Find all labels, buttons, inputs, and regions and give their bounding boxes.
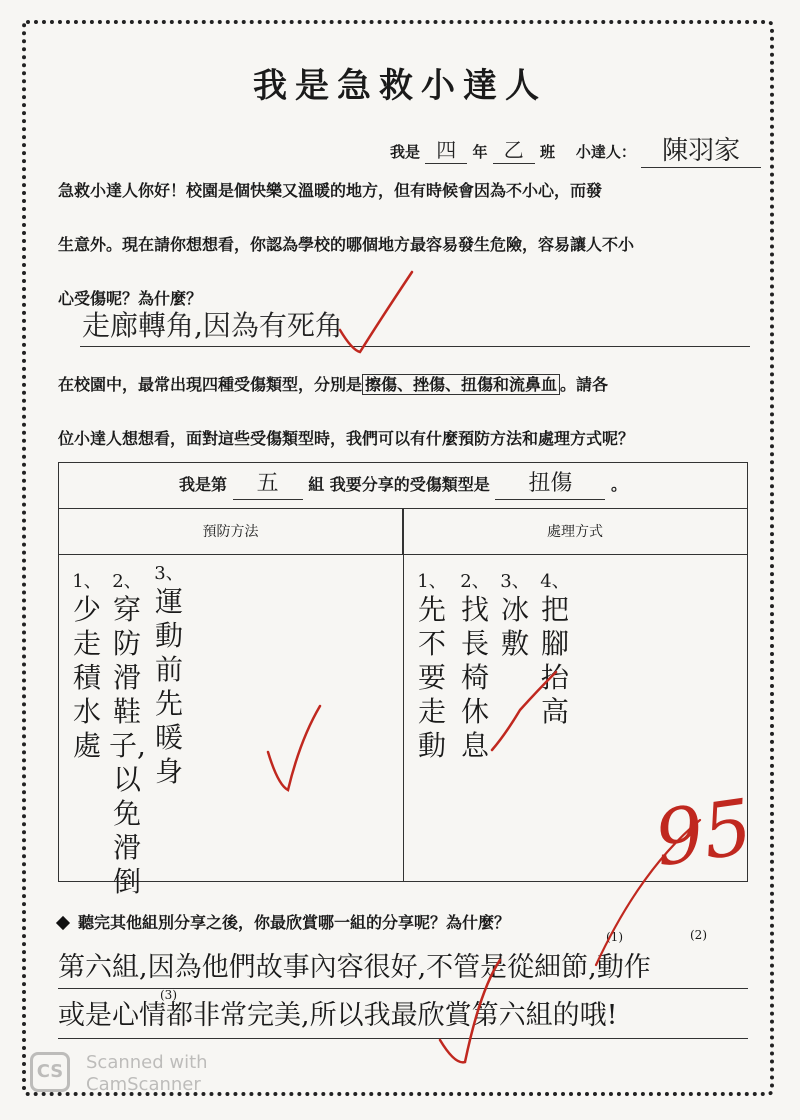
prevention-text: 運動前先暖身	[154, 585, 183, 788]
prevention-num: 2、	[112, 571, 142, 592]
check-mark-icon	[440, 960, 500, 1062]
scanner-watermark	[30, 1052, 270, 1104]
worksheet-title: 我是急救小達人	[253, 66, 547, 106]
intro-line-2: 生意外。現在請你想想看，你認為學校的哪個地方最容易發生危險，容易讓人不小	[58, 235, 635, 254]
injury-type-field: 扭傷	[495, 469, 605, 500]
annotation-mark: (3)	[160, 988, 177, 1002]
annotation-mark: (1)	[606, 930, 623, 944]
group-number: 五	[233, 469, 303, 500]
prevention-text: 少走積水處	[72, 593, 101, 762]
group-label-a: 我是第	[179, 475, 228, 494]
injury-line-1-b: 。請各	[560, 375, 609, 394]
check-mark-icon	[340, 272, 412, 352]
check-mark-icon	[268, 706, 320, 790]
watermark-line-2: CamScanner	[86, 1074, 201, 1095]
treatment-text: 冰敷	[500, 593, 529, 660]
label-me: 我是	[390, 143, 421, 161]
share-answer-line-1: 第六組,因為他們故事內容很好,不管是從細節,動作	[58, 944, 748, 989]
camscanner-logo-icon: CS	[30, 1052, 70, 1092]
treatment-num: 1、	[417, 571, 447, 592]
treatment-text: 把腳抬高	[540, 593, 569, 728]
col-prevention-header: 預防方法	[59, 509, 403, 555]
col-treatment-header: 處理方式	[403, 509, 747, 555]
class-field: 乙	[493, 134, 535, 164]
watermark-line-1: Scanned with	[86, 1052, 208, 1073]
prevention-num: 3、	[154, 563, 184, 584]
injury-types-box: 擦傷、挫傷、扭傷和流鼻血	[362, 374, 560, 395]
injury-line-1-a: 在校園中，最常出現四種受傷類型，分別是	[58, 375, 363, 394]
label-class: 班	[539, 143, 555, 161]
location-answer-text: 走廊轉角,因為有死角	[82, 309, 343, 342]
label-expert: 小達人：	[575, 143, 636, 161]
treatment-text: 找長椅休息	[460, 593, 489, 762]
injury-line-2: 位小達人想想看，面對這些受傷類型時，我們可以有什麼預防方法和處理方式呢？	[58, 429, 635, 448]
share-answer-line-2: 或是心情都非常完美,所以我最欣賞第六組的哦!	[58, 990, 748, 1039]
share-question-text: 聽完其他組別分享之後，你最欣賞哪一組的分享呢？為什麼？	[78, 913, 511, 932]
annotation-mark: (2)	[690, 928, 707, 942]
treatment-num: 3、	[500, 571, 530, 592]
prevention-text: 穿防滑鞋子,以免滑倒	[109, 593, 146, 898]
grade-field: 四	[425, 134, 467, 164]
intro-line-3: 心受傷呢？為什麼？	[58, 289, 203, 308]
treatment-num: 4、	[540, 571, 570, 592]
label-grade: 年	[472, 143, 488, 161]
group-label-b: 組 我要分享的受傷類型是	[308, 475, 490, 494]
treatment-text: 先不要走動	[417, 593, 446, 762]
score-mark: 95	[649, 781, 758, 884]
check-mark-icon	[492, 672, 556, 750]
group-label-c: 。	[610, 475, 627, 494]
treatment-num: 2、	[460, 571, 490, 592]
student-name: 陳羽家	[641, 130, 761, 168]
prevention-num: 1、	[72, 571, 102, 592]
intro-line-1: 急救小達人你好！校園是個快樂又溫暖的地方，但有時候會因為不小心，而發	[58, 181, 603, 200]
